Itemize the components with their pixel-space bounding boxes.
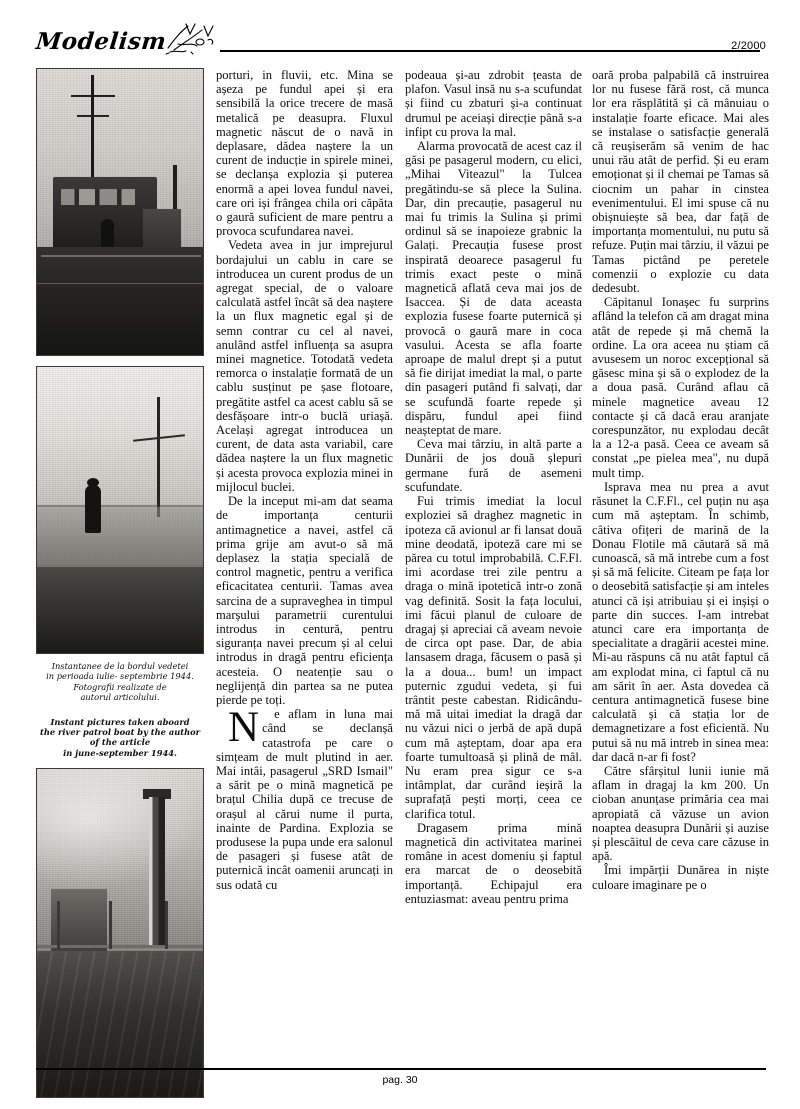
photo-caption-english	[36, 717, 204, 759]
masthead	[36, 22, 766, 64]
footer-divider	[36, 1068, 766, 1070]
patrol-boat-deck-photo-3	[36, 768, 204, 1098]
paragraph: Ceva mai târziu, in altă parte a Dunării de jos două șlepuri germane fură de asemeni scufundate.	[405, 437, 582, 494]
photo-3-stanchion	[109, 901, 112, 949]
caption-ro-line-2: in perioada iulie- septembrie 1944.	[46, 671, 194, 682]
photo-caption-romanian	[36, 661, 204, 703]
caption-ro-line-3: Fotografii realizate de	[73, 681, 167, 692]
photo-3-haze	[37, 769, 204, 889]
photo-1-yardarm	[71, 95, 115, 97]
handwritten-scribble-icon	[164, 20, 224, 56]
photo-3-post	[149, 797, 165, 947]
paragraph: Căpitanul Ionașec fu surprins aflând la telefon că am dragat mina atât de repede și mă chemă la ordine. La ora aceea nu știam că avusesem un noroc excepțional să găsesc mina și să o explodez de la a doua pasă. Curând aflau că minele magnetice aveau 12 contacte și că dacă erau aranjate corespunzător, nu explodau decât la a 12-a pasă. Ceea ce aveam să constat „pe pielea mea", nu după mult timp.	[592, 295, 769, 480]
caption-en-line-2: the river patrol boat by the author	[39, 727, 201, 738]
caption-en-line-4: in june-september 1944.	[63, 747, 177, 758]
paragraph: oară proba palpabilă că instruirea lor nu fusese fără rost, că munca lor era răsplătită și că mânuiau o instalație foarte eficace. Mai ales se instalase o satisfacție generală că reușiserăm să venim de hac unui rău atât de perfid. Și eu eram emoționat și il chemai pe Tamas să ciocnim un pahar in cinstea evenimentului. El imi spuse că nu obișnuiește să bea, dar față de importanța momentului, nu putu să refuze. Puțin mai târziu, il văzui pe Tamas pictând pe peretele comenzii o explozie cu data dedesubt.	[592, 68, 769, 296]
drop-cap: N	[228, 704, 260, 752]
photo-2-crewman	[85, 485, 101, 533]
caption-ro-line-4: autorul articolului.	[80, 692, 160, 703]
photo-1-railing	[41, 255, 201, 257]
issue-number: 2/2000	[731, 40, 766, 52]
caption-en-line-3: of the article	[89, 737, 151, 748]
paragraph-text: e aflam in luna mai când se declanșă catastrofa pe care o simțeam de mult plutind in aer. Mai intâi, pasagerul „SRD Ismail" a sărit pe o mină magnetică pe brațul Chilia după ce trecuse de orașul al cărui nume il purta, inainte de Pardina. Explozia se produsese la pupa unde era salonul de pasageri și fusese atât de puternică incât oamenii aruncați in sus odată cu	[216, 707, 393, 892]
photo-1-mast	[91, 75, 94, 183]
article-column-1	[216, 68, 393, 892]
article-column-3	[592, 68, 769, 892]
paragraph: Vedeta avea in jur imprejurul bordajului un cablu in care se introducea un curent produs de un agregat special, de o valoare calculată astfel încât să dea naștere la un flux magnetic egal și de semn contrar cu cel al navei, anulând astfel influența sa asupra minei magnetice. Totodată vedeta remorca o instalație formată de un cablu susținut pe șase flotoare, pregătite astfel ca acest cablu să se desfășoare intr-o buclă uriașă. Același agregat introducea un curent, de data asta variabil, care dădea naștere la un flux magnetic și acesta provoca explozia minei in mijlocul buclei.	[216, 238, 393, 494]
paragraph: Alarma provocată de acest caz il găsi pe pasagerul modern, cu elici, „Mihai Viteazul" la Tulcea pregătindu-se să plece la Sulina. Dar, din precauție, pasagerul nu mai fu trimis la Sulina și primi ordinul să se inapoieze grabnic la Galați. Precauția fusese prost inspirată deoarece pasagerul fu trimis exact peste o mină magnetică aflată ceva mai jos de Isaccea. Și de data aceasta explozia fusese foarte puternică și provocă o gaură mare in coca vasului. Acesta se afla foarte aproape de malul drept și a putut să fie dirijat imediat la mal, o parte din pasageri putând fi salvați, dar se scufundă foarte repede și dispăru, fundul apei fiind neașteptat de mare.	[405, 139, 582, 438]
paragraph: Isprava mea nu prea a avut răsunet la C.F.Fl., cel puțin nu așa cum mă așteptam. În schimb, câtiva ofițeri de marină de la Donau Flotile mă căutară să mă cunoască, să mă intrebe cum a fost și să mă felicite. Citeam pe fața lor o deosebită satisfacție și am inteles atunci că iși atribuiau și ei inșiși o parte din succes. I-am intrebat atunci care era importanța de specialitate a dragării acestei mine. Mi-au răspuns că nu atât faptul că am explodat mina, ci faptul că nu am sărit în aer. Asta dovedea că centura antimagnetică fusese bine calculată și că stația lor de demagnetizare a fost eficientă. Nu putui să nu mă intreb in sinea mea: dar dacă n-ar fi fost?	[592, 479, 769, 764]
paragraph: porturi, in fluvii, etc. Mina se așeza pe fundul apei și era sensibilă la orice trecere de masă metalică pe deasupra. Fluxul magnetic născut de o navă in deplasare, dădea naștere la un curent de inducție in spirele minei, se declanșa explozia și puterea enormă a apei lovea fundul navei, care ori iși frângea chila ori căpăta o gaură suficient de mare pentru a provoca scufundarea navei.	[216, 68, 393, 239]
patrol-boat-deck-photo-1	[36, 68, 204, 356]
photo-column	[36, 68, 206, 1098]
caption-en-line-1: Instant pictures taken aboard	[50, 716, 190, 727]
caption-ro-line-1: Instantanee de la bordul vedetei	[51, 661, 189, 671]
photo-2-mast	[157, 397, 160, 517]
paragraph: Îmi impărții Dunărea in niște culoare imaginare pe o	[592, 863, 769, 892]
article-column-2	[405, 68, 582, 906]
patrol-boat-deck-photo-2	[36, 366, 204, 654]
photo-3-stanchion	[165, 901, 168, 949]
page-number: pag. 30	[382, 1074, 418, 1086]
paragraph-with-dropcap	[216, 704, 393, 892]
paragraph: Dragasem prima mină magnetică din activitatea marinei române in acest domeniu și faptul era marcat de o deosebită importanță. Echipajul era entuziasmat: aveau pentru prima	[405, 820, 582, 906]
paragraph: De la inceput mi-am dat seama de importanța centurii antimagnetice a navei, astfel că prima grije am avut-o să mă deplasez la stația specială de control magnetic, pentru a verifica eficacitatea centurii. Tamas avea sarcina de a supraveghea in timpul marșului parametrii curentului introdus in centură, pentru siguranța navei precum și al celui introdus in dragă pentru eficiența acesteia. O neatenție sau o neglijență din partea sa ne putea pierde pe toți.	[216, 494, 393, 707]
photo-1-yardarm-lower	[77, 115, 109, 117]
photo-1-cabin-windows	[61, 189, 135, 205]
photo-3-railing	[37, 945, 204, 948]
photo-1-hull	[37, 247, 204, 356]
photo-1-deck-line	[37, 283, 204, 284]
masthead-title: Modelism	[34, 28, 168, 55]
paragraph: podeaua și-au zdrobit țeasta de plafon. Vasul insă nu s-a scufundat și fiind cu zbaturi și-a continuat drumul pe aceiași direcție până s-a infipt cu prova la mal.	[405, 68, 582, 139]
masthead-divider	[220, 50, 760, 52]
paragraph: Fui trimis imediat la locul exploziei să draghez magnetic in ipoteza că avionul ar fi lansat două mine deodată, ipoteză care mi se părea cu totul improbabilă. C.F.Fl. imi acordase trei zile pentru a draga o mină ipotetică intr-o zonă vag definită. Sosit la fața locului, imi făcui planul de culoare de dragaj și apreciai că aveam nevoie de circa opt pase. Dar, de abia lansasem draga, făcusem o pasă și la a doua... bum! un impact puternic zgudui vedeta, și fui trântit peste cabestan. Ridicându-mă mă uitai imediat la dragă dar nu văzui nici o jerbă de apă după cum mă așteptam, doar apa era foarte tumultoasă și plină de mâl. Nu eram prea sigur ce s-a intâmplat, dar curând ieșiră la suprafață pești morți, ceea ce clarifica totul.	[405, 494, 582, 821]
photo-3-stanchion	[57, 901, 60, 949]
paragraph: Către sfârșitul lunii iunie mă aflam in dragaj la km 200. Un cioban anunțase primăria cea mai apropiată că văzuse un avion noaptea deasupra Dunării și auzise și plescăitul de ceva care căzuse in apă.	[592, 763, 769, 864]
photo-2-deck	[37, 567, 204, 654]
